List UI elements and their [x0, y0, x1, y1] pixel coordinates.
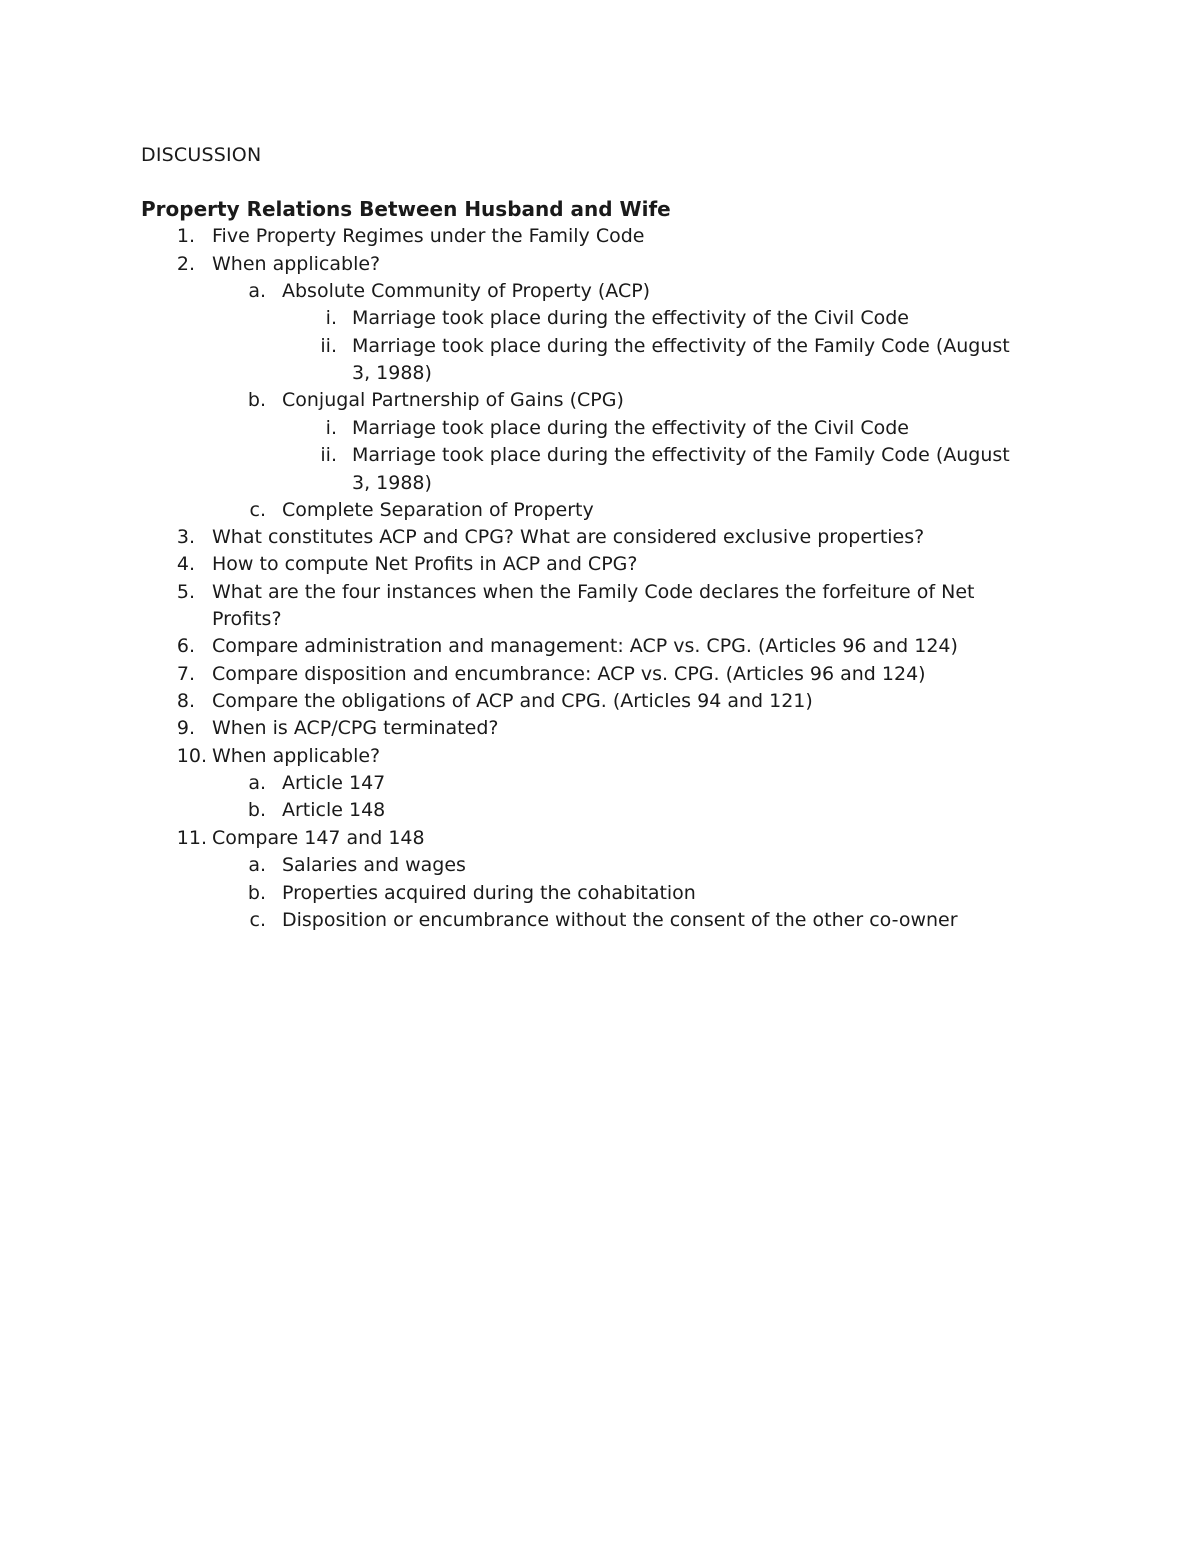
item-marker: 9. — [176, 717, 195, 739]
item-text: Complete Separation of Property — [282, 499, 594, 521]
item-marker: ii. — [320, 335, 337, 357]
item-marker: c. — [249, 499, 266, 521]
item-text: Profits? — [212, 608, 282, 630]
item-marker: 11. — [176, 827, 207, 849]
item-marker: b. — [247, 389, 266, 411]
item-text: When applicable? — [212, 745, 381, 767]
item-text: Marriage took place during the effectivity of the Civil Code — [352, 307, 909, 329]
item-marker: a. — [248, 772, 266, 794]
item-marker: i. — [325, 417, 337, 439]
item-marker: ii. — [320, 444, 337, 466]
item-text: Compare disposition and encumbrance: ACP vs. CPG. (Articles 96 and 124) — [212, 663, 926, 685]
item-marker: 8. — [176, 690, 195, 712]
item-text: Article 148 — [282, 799, 386, 821]
item-marker: 5. — [176, 581, 195, 603]
item-marker: 4. — [176, 553, 195, 575]
item-marker: i. — [325, 307, 337, 329]
item-text: Absolute Community of Property (ACP) — [282, 280, 651, 302]
item-text: Compare 147 and 148 — [212, 827, 425, 849]
item-marker: 6. — [176, 635, 195, 657]
item-text: When is ACP/CPG terminated? — [212, 717, 499, 739]
item-text: Marriage took place during the effectivity of the Civil Code — [352, 417, 909, 439]
item-marker: 2. — [176, 253, 195, 275]
section-label: DISCUSSION — [141, 144, 262, 166]
item-text: When applicable? — [212, 253, 381, 275]
item-text: 3, 1988) — [352, 362, 432, 384]
item-text: Properties acquired during the cohabitation — [282, 882, 696, 904]
item-marker: 3. — [176, 526, 195, 548]
item-text: Compare administration and management: ACP vs. CPG. (Articles 96 and 124) — [212, 635, 958, 657]
item-text: Marriage took place during the effectivity of the Family Code (August — [352, 444, 1010, 466]
item-text: What constitutes ACP and CPG? What are considered exclusive properties? — [212, 526, 925, 548]
item-marker: 1. — [176, 225, 195, 247]
item-marker: 10. — [176, 745, 207, 767]
item-text: How to compute Net Profits in ACP and CPG? — [212, 553, 638, 575]
item-text: Conjugal Partnership of Gains (CPG) — [282, 389, 624, 411]
item-text: Marriage took place during the effectivity of the Family Code (August — [352, 335, 1010, 357]
item-text: Salaries and wages — [282, 854, 466, 876]
item-marker: a. — [248, 280, 266, 302]
item-text: Compare the obligations of ACP and CPG. (Articles 94 and 121) — [212, 690, 813, 712]
item-marker: c. — [249, 909, 266, 931]
item-text: Five Property Regimes under the Family Code — [212, 225, 645, 247]
section-heading: Property Relations Between Husband and Wife — [141, 197, 671, 221]
item-marker: 7. — [176, 663, 195, 685]
item-marker: b. — [247, 799, 266, 821]
item-text: Article 147 — [282, 772, 386, 794]
item-text: Disposition or encumbrance without the consent of the other co-owner — [282, 909, 958, 931]
item-marker: a. — [248, 854, 266, 876]
item-text: 3, 1988) — [352, 472, 432, 494]
item-marker: b. — [247, 882, 266, 904]
item-text: What are the four instances when the Family Code declares the forfeiture of Net — [212, 581, 975, 603]
